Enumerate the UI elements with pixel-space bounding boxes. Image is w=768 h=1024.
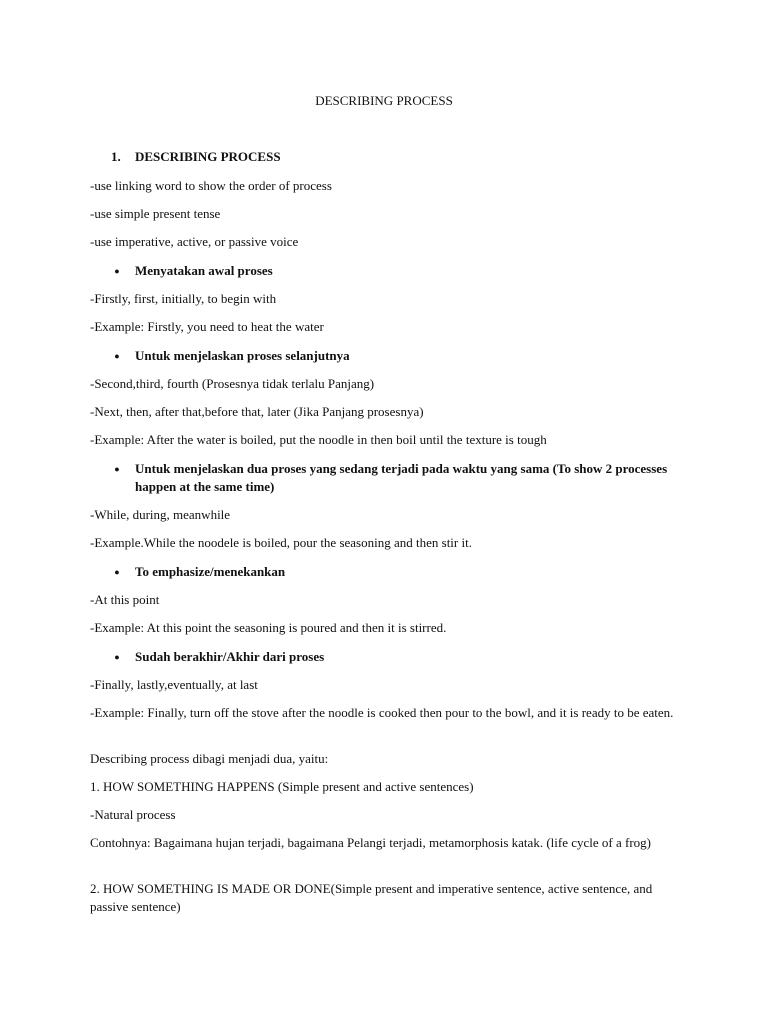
body-line: Contohnya: Bagaimana hujan terjadi, bagaimana Pelangi terjadi, metamorphosis katak. (life cycle of a frog) [90,835,651,850]
section-heading [111,148,281,166]
bullet-heading-text: Untuk menjelaskan proses selanjutnya [135,348,350,363]
body-line: 2. HOW SOMETHING IS MADE OR DONE(Simple present and imperative sentence, active sentence, and passive sentence) [90,881,653,914]
body-line: -Example: At this point the seasoning is poured and then it is stirred. [90,620,447,635]
document-title: DESCRIBING PROCESS [315,93,453,108]
bullet-heading-text: Sudah berakhir/Akhir dari proses [135,649,325,664]
bullet-icon: ● [114,567,120,577]
bullet-heading [111,563,671,581]
body-line: -Firstly, first, initially, to begin with [90,291,277,306]
intro-line: -use linking word to show the order of process [90,178,332,193]
section-number: 1. [111,149,121,164]
bullet-icon: ● [114,464,120,474]
intro-line: -use simple present tense [90,206,221,221]
bullet-heading [111,648,671,666]
bullet-heading [111,262,671,280]
body-line: -Example: After the water is boiled, put the noodle in then boil until the texture is tough [90,432,547,447]
bullet-heading-text: To emphasize/menekankan [135,564,286,579]
body-line: -Natural process [90,807,176,822]
body-line: -While, during, meanwhile [90,507,231,522]
bullet-heading-text: Untuk menjelaskan dua proses yang sedang terjadi pada waktu yang sama (To show 2 processes happen at the same time) [135,461,668,494]
bullet-icon: ● [114,266,120,276]
bullet-heading [111,347,671,365]
bullet-icon: ● [114,652,120,662]
body-line: -Finally, lastly,eventually, at last [90,677,258,692]
bullet-heading [111,460,671,496]
bullet-icon: ● [114,351,120,361]
body-line: -Second,third, fourth (Prosesnya tidak terlalu Panjang) [90,376,375,391]
body-line: -Example: Finally, turn off the stove after the noodle is cooked then pour to the bowl, and it is ready to be eaten. [90,705,674,720]
intro-line: -use imperative, active, or passive voice [90,234,299,249]
body-line: -Example: Firstly, you need to heat the water [90,319,324,334]
section-heading-text: DESCRIBING PROCESS [135,149,281,164]
body-line: -Example.While the noodele is boiled, pour the seasoning and then stir it. [90,535,472,550]
body-line: -Next, then, after that,before that, later (Jika Panjang prosesnya) [90,404,424,419]
body-line: 1. HOW SOMETHING HAPPENS (Simple present and active sentences) [90,779,474,794]
body-line: Describing process dibagi menjadi dua, yaitu: [90,751,329,766]
bullet-heading-text: Menyatakan awal proses [135,263,273,278]
body-line: -At this point [90,592,160,607]
